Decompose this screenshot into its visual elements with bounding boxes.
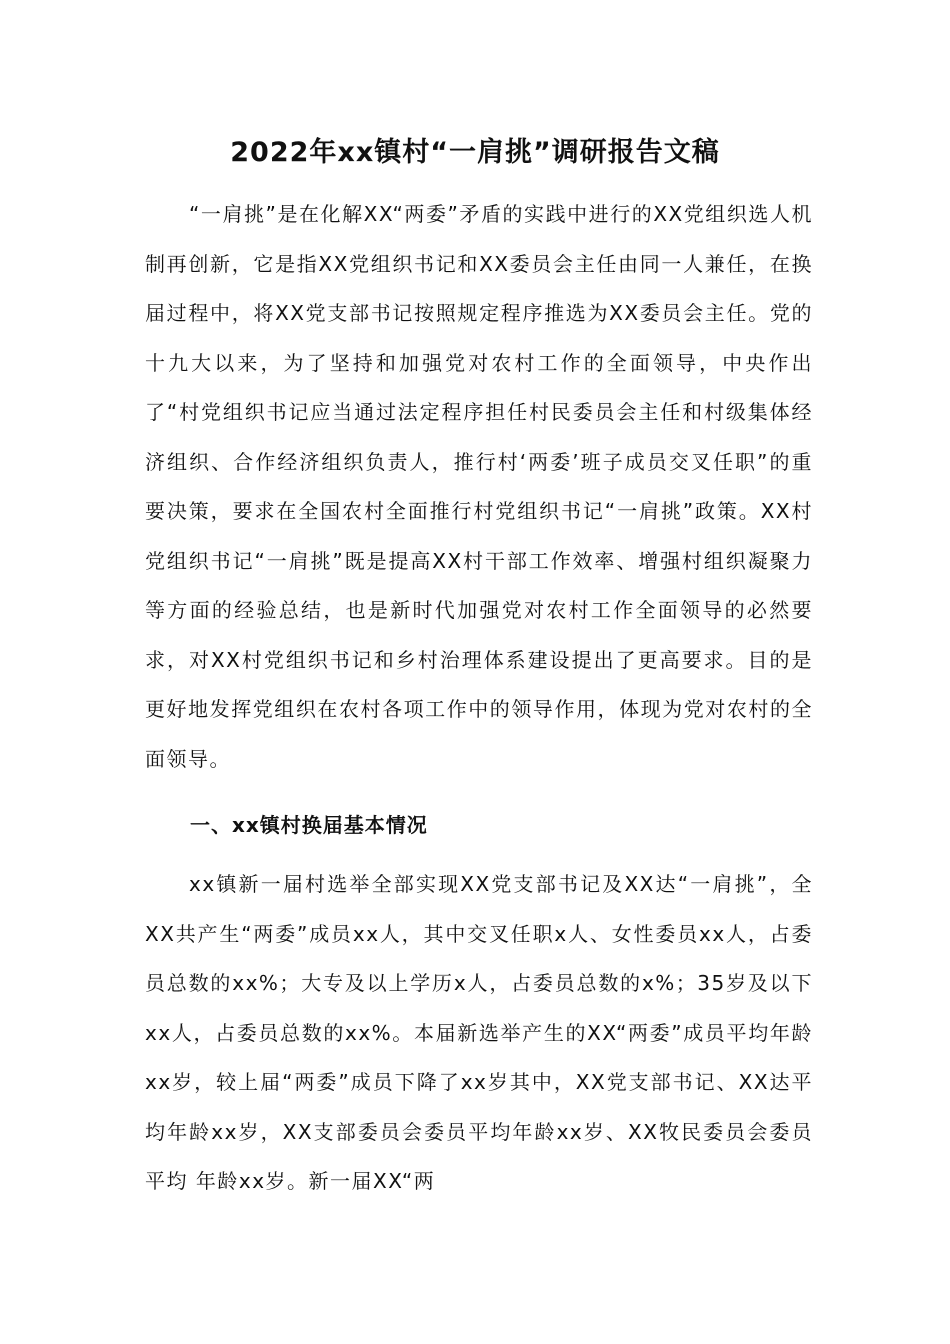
- intro-paragraph: “一肩挑”是在化解XX“两委”矛盾的实践中进行的XX党组织选人机制再创新，它是指XX党组织书记和XX委员会主任由同一人兼任，在换届过程中，将XX党支部书记按照规定程序推选为XX委员会主任。党的十九大以来，为了坚持和加强党对农村工作的全面领导，中央作出了“村党组织书记应当通过法定程序担任村民委员会主任和村级集体经济组织、合作经济组织负责人，推行村‘两委’班子成员交叉任职”的重要决策，要求在全国农村全面推行村党组织书记“一肩挑”政策。XX村党组织书记“一肩挑”既是提高XX村干部工作效率、增强村组织凝聚力等方面的经验总结，也是新时代加强党对农村工作全面领导的必然要求，对XX村党组织书记和乡村治理体系建设提出了更高要求。目的是更好地发挥党组织在农村各项工作中的领导作用，体现为党对农村的全面领导。: [145, 202, 813, 771]
- section-heading: 一、xx镇村换届基本情况: [190, 813, 428, 837]
- section-paragraph: xx镇新一届村选举全部实现XX党支部书记及XX达“一肩挑”，全XX共产生“两委”成员xx人，其中交叉任职x人、女性委员xx人，占委员总数的xx%；大专及以上学历x人，占委员总数的x%；35岁及以下xx人，占委员总数的xx%。本届新选举产生的XX“两委”成员平均年龄xx岁，较上届“两委”成员下降了xx岁其中，XX党支部书记、XX达平均年龄xx岁，XX支部委员会委员平均年龄xx岁、XX牧民委员会委员平均 年龄xx岁。新一届XX“两: [145, 872, 813, 1193]
- document-title: 2022年xx镇村“一肩挑”调研报告文稿: [230, 137, 720, 168]
